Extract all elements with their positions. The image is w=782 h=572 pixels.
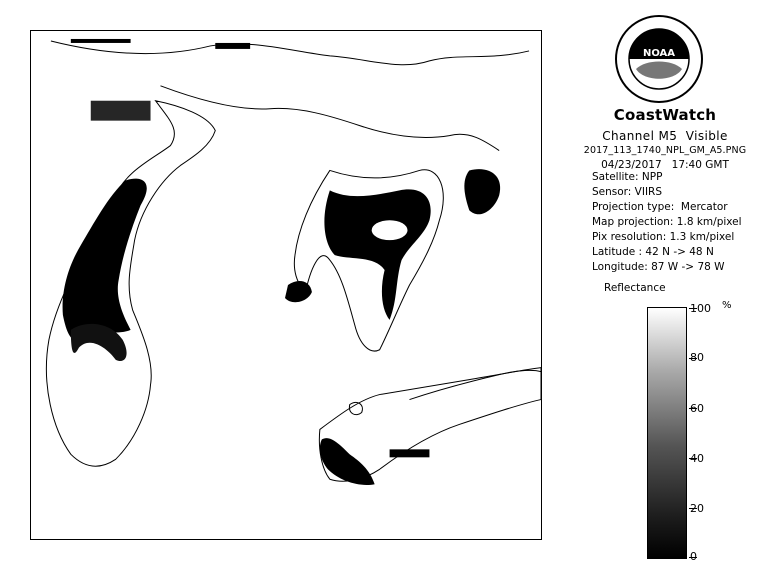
upper-peninsula-shore	[160, 86, 499, 151]
great-lakes-imagery	[31, 31, 541, 539]
tick-label-40: 40	[690, 452, 704, 465]
tick-label-60: 60	[690, 402, 704, 415]
metadata-pix-resolution: Pix resolution: 1.3 km/pixel	[592, 231, 735, 243]
georgian-bay-water	[464, 169, 500, 214]
legend-unit: %	[722, 300, 732, 311]
image-info	[560, 104, 770, 171]
filename-label: 2017_113_1740_NPL_GM_A5.PNG	[583, 145, 747, 156]
app-title: CoastWatch	[613, 106, 717, 124]
metadata-satellite: Satellite: NPP	[592, 171, 663, 183]
tick-label-80: 80	[690, 351, 704, 364]
channel-label: Channel M5 Visible	[602, 129, 728, 143]
metadata-map-projection: Map projection: 1.8 km/pixel	[592, 216, 742, 228]
metadata-longitude: Longitude: 87 W -> 78 W	[592, 261, 725, 273]
metadata-list	[592, 170, 742, 275]
metadata-projection-type: Projection type: Mercator	[592, 201, 728, 213]
lake-huron-cloud	[372, 220, 408, 240]
legend-title: Reflectance	[604, 282, 666, 294]
reflectance-colorbar	[647, 307, 687, 559]
tick-label-0: 0	[690, 550, 697, 563]
saginaw-bay-water	[285, 281, 312, 302]
date-label: 04/23/2017 17:40 GMT	[601, 159, 729, 171]
metadata-latitude: Latitude : 42 N -> 48 N	[592, 246, 714, 258]
tick-label-20: 20	[690, 502, 704, 515]
noaa-logo	[614, 14, 704, 104]
lake-superior-shore	[51, 41, 529, 65]
metadata-sensor: Sensor: VIIRS	[592, 186, 663, 198]
noaa-logo-text: NOAA	[642, 48, 676, 59]
tick-label-100: 100	[690, 302, 711, 315]
satellite-map	[30, 30, 542, 540]
